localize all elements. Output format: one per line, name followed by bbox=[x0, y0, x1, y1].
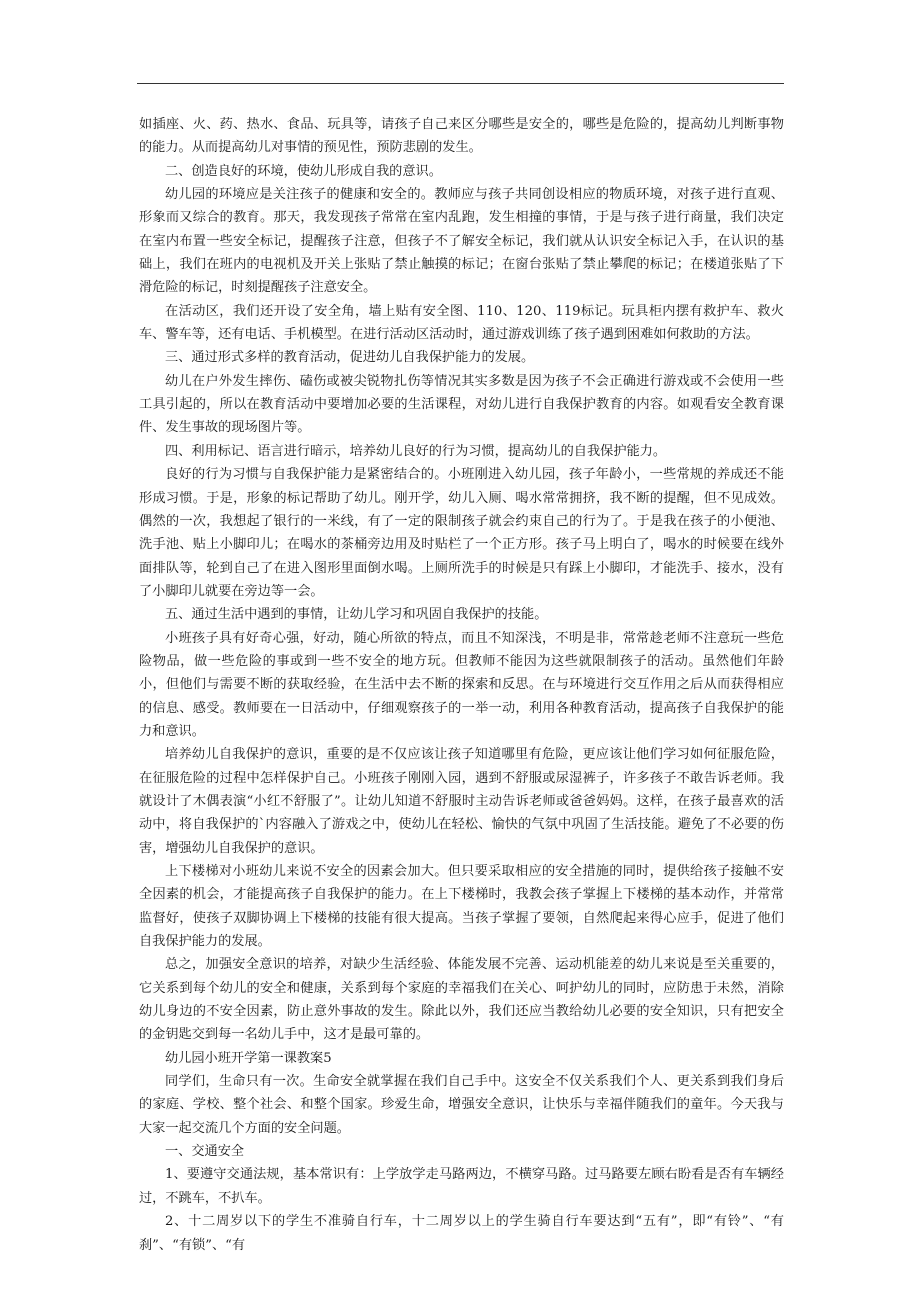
paragraph-12: 上下楼梯对小班幼儿来说不安全的因素会加大。但只要采取相应的安全措施的同时，提供给孩子接触不安全因素的机会，才能提高孩子自我保护的能力。在上下楼梯时，我教会孩子掌握上下楼梯的基本动作，并常常监督好，使孩子双脚协调上下楼梯的技能有很大提高。当孩子掌握了要领，自然爬起来得心应手，促进了他们自我保护能力的发展。 bbox=[139, 864, 784, 950]
paragraph-6: 幼儿在户外发生摔伤、磕伤或被尖锐物扎伤等情况其实多数是因为孩子不会正确进行游戏或不会使用一些工具引起的，所以在教育活动中要增加必要的生活课程，对幼儿进行自我保护教育的内容。如观看安全教育课件、发生事故的现场图片等。 bbox=[139, 373, 784, 436]
list-item-2: 2、十二周岁以下的学生不准骑自行车，十二周岁以上的学生骑自行车要达到“五有”，即“有铃”、“有刹”、“有锁”、“有 bbox=[139, 1214, 784, 1253]
list-item-1: 1、要遵守交通法规，基本常识有：上学放学走马路两边，不横穿马路。过马路要左顾右盼看是否有车辆经过，不跳车，不扒车。 bbox=[139, 1167, 784, 1206]
paragraph-15: 同学们，生命只有一次。生命安全就掌握在我们自己手中。这安全不仅关系我们个人、更关系到我们身后的家庭、学校、整个社会、和整个国家。珍爱生命，增强安全意识，让快乐与幸福伴随我们的童年。今天我与大家一起交流几个方面的安全问题。 bbox=[139, 1074, 784, 1136]
section-heading-4: 四、利用标记、语言进行暗示，培养幼儿良好的行为习惯，提高幼儿的自我保护能力。 bbox=[165, 443, 667, 459]
paragraph-4: 在活动区，我们还开设了安全角，墙上贴有安全图、110、120、119标记。玩具柜内摆有救护车、救火车、警车等，还有电话、手机模型。在进行活动区活动时，通过游戏训练了孩子遇到困难如何救助的方法。 bbox=[139, 303, 784, 343]
section-heading-5: 五、通过生活中遇到的事情，让幼儿学习和巩固自我保护的技能。 bbox=[165, 607, 548, 623]
document-body bbox=[139, 113, 784, 1257]
paragraph-1: 如插座、火、药、热水、食品、玩具等，请孩子自己来区分哪些是安全的，哪些是危险的，提高幼儿判断事物的能力。从而提高幼儿对事情的预见性，预防悲剧的发生。 bbox=[139, 117, 784, 156]
header-rule bbox=[137, 83, 784, 84]
paragraph-10: 小班孩子具有好奇心强，好动，随心所欲的特点，而且不知深浅，不明是非，常常趁老师不注意玩一些危险物品，做一些危险的事或到一些不安全的地方玩。但教师不能因为这些就限制孩子的活动。虽然他们年龄小，但他们与需要不断的获取经验，在生活中去不断的探索和反思。在与环境进行交互作用之后从而获得相应的信息、感受。教师要在一日活动中，仔细观察孩子的一举一动，利用各种教育活动，提高孩子自我保护的能力和意识。 bbox=[139, 630, 784, 739]
section-heading-2: 二、创造良好的环境，使幼儿形成自我的意识。 bbox=[165, 163, 442, 179]
section-heading-traffic: 一、交通安全 bbox=[165, 1144, 245, 1160]
lesson-title: 幼儿园小班开学第一课教案5 bbox=[165, 1050, 332, 1066]
paragraph-8: 良好的行为习惯与自我保护能力是紧密结合的。小班刚进入幼儿园，孩子年龄小，一些常规的养成还不能形成习惯。于是，形象的标记帮助了幼儿。刚开学，幼儿入厕、喝水常常拥挤，我不断的提醒，但不见成效。偶然的一次，我想起了银行的一米线，有了一定的限制孩子就会约束自己的行为了。于是我在孩子的小便池、洗手池、贴上小脚印儿；在喝水的茶桶旁边用及时贴栏了一个正方形。孩子马上明白了，喝水的时候要在线外面排队等，轮到自己了在进入图形里面倒水喝。上厕所洗手的时候是只有踩上小脚印，才能洗手、接水，没有了小脚印儿就要在旁边等一会。 bbox=[139, 467, 784, 599]
section-heading-3: 三、通过形式多样的教育活动，促进幼儿自我保护能力的发展。 bbox=[165, 350, 535, 366]
paragraph-3: 幼儿园的环境应是关注孩子的健康和安全的。教师应与孩子共同创设相应的物质环境，对孩子进行直观、形象而又综合的教育。那天，我发现孩子常常在室内乱跑，发生相撞的事情，于是与孩子进行商量，我们决定在室内布置一些安全标记，提醒孩子注意，但孩子不了解安全标记，我们就从认识安全标记入手，在认识的基础上，我们在班内的电视机及开关上张贴了禁止触摸的标记；在窗台张贴了禁止攀爬的标记；在楼道张贴了下滑危险的标记，时刻提醒孩子注意安全。 bbox=[139, 187, 784, 296]
paragraph-11: 培养幼儿自我保护的意识，重要的是不仅应该让孩子知道哪里有危险，更应该让他们学习如何征服危险，在征服危险的过程中怎样保护自己。小班孩子刚刚入园，遇到不舒服或尿湿裤子，许多孩子不敢告诉老师。我就设计了木偶表演“小红不舒服了”。让幼儿知道不舒服时主动告诉老师或爸爸妈妈。这样，在孩子最喜欢的活动中，将自我保护的`内容融入了游戏之中，使幼儿在轻松、愉快的气氛中巩固了生活技能。避免了不必要的伤害，增强幼儿自我保护的意识。 bbox=[139, 747, 784, 856]
paragraph-13: 总之，加强安全意识的培养，对缺少生活经验、体能发展不完善、运动机能差的幼儿来说是至关重要的，它关系到每个幼儿的安全和健康，关系到每个家庭的幸福我们在关心、呵护幼儿的同时，应防患于未然，消除幼儿身边的不安全因素，防止意外事故的发生。除此以外，我们还应当教给幼儿必要的安全知识，只有把安全的金钥匙交到每一名幼儿手中，这才是最可靠的。 bbox=[139, 957, 784, 1043]
